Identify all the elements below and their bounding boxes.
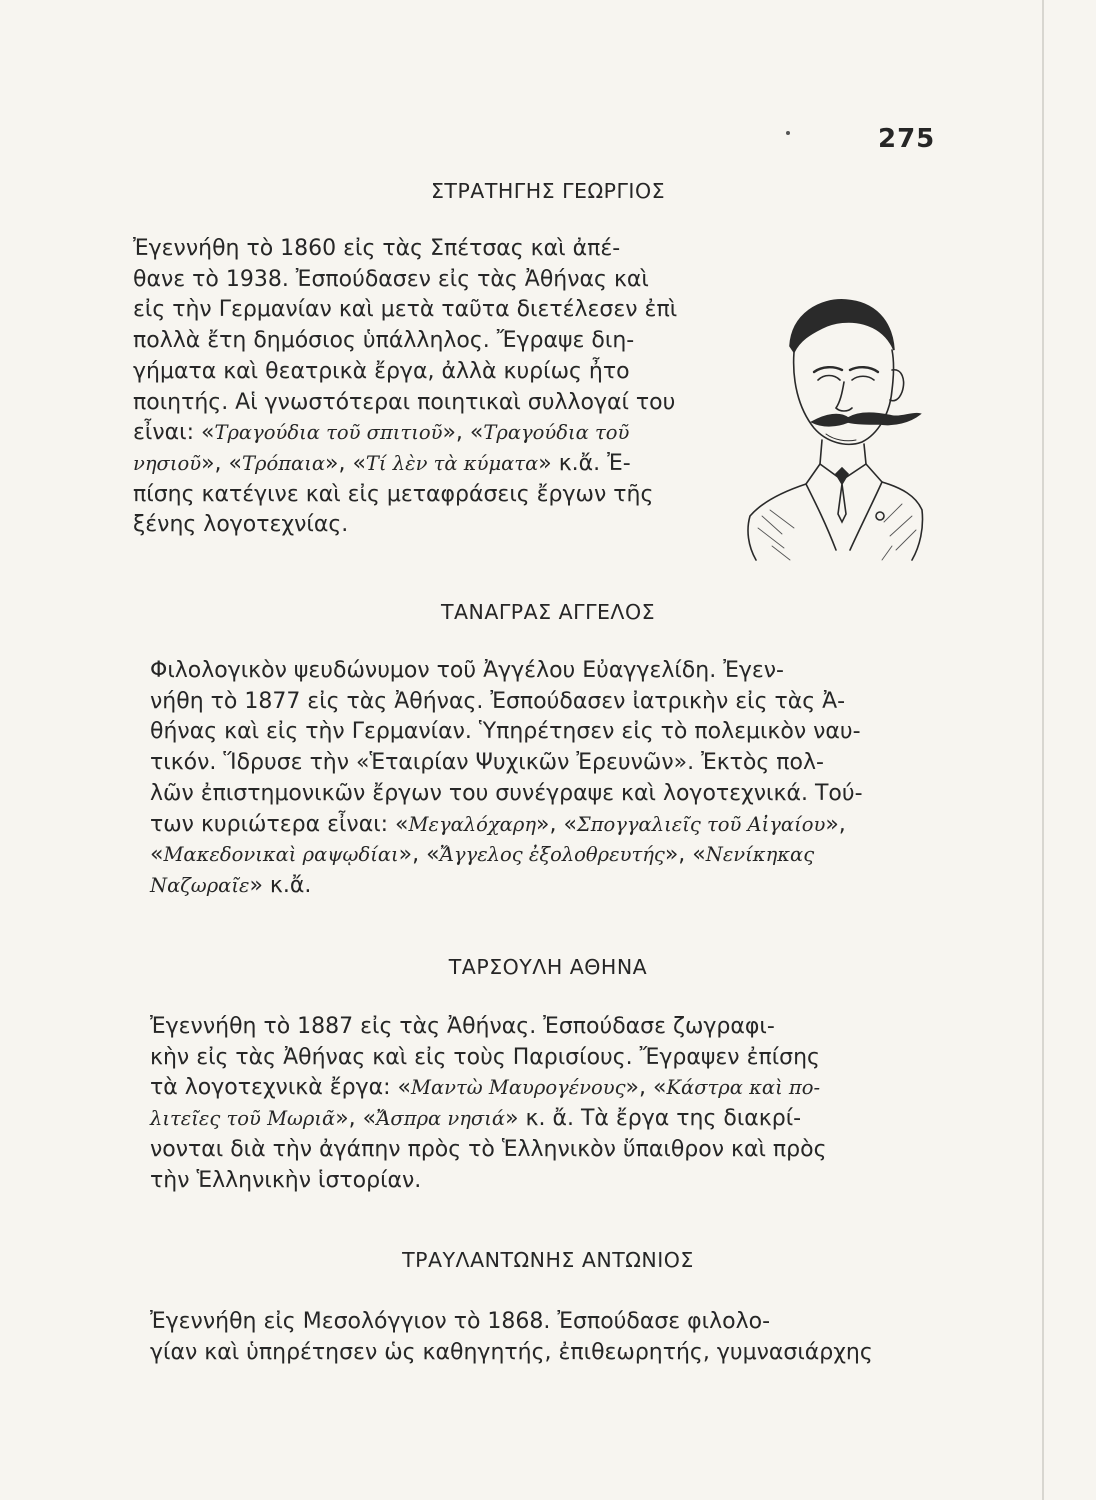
- text-run: γήματα καὶ θεατρικὰ ἔργα, ἀλλὰ κυρίως ἦτο: [133, 358, 630, 384]
- text-line: [150, 1104, 920, 1135]
- italic-title: Σπογγαλιεῖς τοῦ Αἰγαίου: [576, 812, 826, 836]
- text-run: »,: [825, 811, 846, 837]
- text-line: [150, 1043, 920, 1074]
- text-run: λῶν ἐπιστημονικῶν ἔργων του συνέγραψε καὶ λογοτεχνικά. Τού-: [150, 780, 863, 806]
- text-run: » κ.ἄ.: [249, 872, 312, 898]
- section-paragraph: [133, 234, 716, 541]
- text-line: [150, 840, 920, 871]
- text-line: [133, 388, 716, 419]
- italic-title: Τί λὲν τὰ κύματα: [365, 451, 539, 475]
- text-line: [133, 480, 716, 511]
- text-run: νήθη τὸ 1877 εἰς τὰς Ἀθήνας. Ἐσπούδασεν ἰατρικὴν εἰς τὰς Ἀ-: [150, 688, 846, 714]
- text-line: [150, 687, 920, 718]
- tie: [836, 468, 848, 484]
- text-run: Ἐγεννήθη τὸ 1860 εἰς τὰς Σπέτσας καὶ ἀπέ-: [133, 236, 621, 261]
- text-run: πολλὰ ἔτη δημόσιος ὑπάλληλος. Ἔγραψε διη-: [133, 328, 635, 354]
- text-line: [150, 779, 920, 810]
- eye-left: [818, 376, 840, 381]
- text-line: [133, 418, 716, 449]
- text-run: των κυριώτερα εἶναι: «: [150, 811, 409, 837]
- text-run: γίαν καὶ ὑπηρέτησεν ὡς καθηγητής, ἐπιθεωρητής, γυμνασιάρχης: [150, 1339, 873, 1365]
- section-heading: ΤΡΑΥΛΑΝΤΩΝΗΣ ΑΝΤΩΝΙΟΣ: [402, 1248, 694, 1272]
- text-run: τικόν. Ἵδρυσε τὴν «Ἑταιρίαν Ψυχικῶν Ἐρευνῶν». Ἐκτὸς πολ-: [150, 750, 824, 776]
- text-line: [133, 326, 716, 357]
- text-line: [150, 1012, 920, 1043]
- text-line: [133, 265, 716, 296]
- text-line: [150, 1073, 920, 1104]
- text-line: [150, 1135, 920, 1166]
- section-heading: ΤΑΝΑΓΡΑΣ ΑΓΓΕΛΟΣ: [440, 600, 656, 624]
- italic-title: Ναζωραῖε: [150, 873, 250, 897]
- italic-title: λιτεῖες τοῦ Μωριᾶ: [150, 1107, 336, 1131]
- text-line: [133, 449, 716, 480]
- text-run: τὰ λογοτεχνικὰ ἔργα: «: [150, 1075, 411, 1101]
- text-run: θανε τὸ 1938. Ἐσπούδασεν εἰς τὰς Ἀθήνας καὶ: [133, 266, 649, 292]
- text-run: Ἐγεννήθη τὸ 1887 εἰς τὰς Ἀθήνας. Ἐσπούδασε ζωγραφι-: [150, 1014, 775, 1039]
- mustache: [812, 413, 920, 426]
- text-line: [150, 748, 920, 779]
- text-run: », «: [201, 450, 242, 476]
- text-run: ξένης λογοτεχνίας.: [133, 512, 349, 538]
- italic-title: Νενίκηκας: [705, 843, 815, 867]
- text-run: », «: [625, 1075, 667, 1101]
- italic-title: Μεγαλόχαρη: [408, 812, 536, 836]
- italic-title: νησιοῦ: [133, 451, 202, 475]
- text-run: τὴν Ἑλληνικὴν ἱστορίαν.: [150, 1167, 422, 1193]
- italic-title: Τραγούδια τοῦ: [483, 421, 630, 445]
- text-line: [133, 234, 716, 265]
- text-run: ποιητής. Αἱ γνωστότεραι ποιητικαὶ συλλογαί του: [133, 389, 676, 415]
- nose: [836, 382, 852, 411]
- text-line: [133, 510, 716, 541]
- text-run: » κ. ἄ. Τὰ ἔργα της διακρί-: [505, 1106, 802, 1132]
- text-run: «: [150, 842, 164, 868]
- section-paragraph: [150, 1307, 920, 1368]
- text-run: πίσης κατέγινε καὶ εἰς μεταφράσεις ἔργων τῆς: [133, 481, 654, 507]
- text-run: νονται διὰ τὴν ἀγάπην πρὸς τὸ Ἑλληνικὸν ὕπαιθρον καὶ πρὸς: [150, 1136, 827, 1162]
- text-line: [133, 295, 716, 326]
- text-run: », «: [664, 842, 706, 868]
- italic-title: Ἄγγελος ἐξολοθρευτής: [439, 843, 665, 867]
- text-run: », «: [398, 842, 440, 868]
- text-run: », «: [536, 811, 577, 837]
- text-run: », «: [325, 450, 366, 476]
- text-line: [150, 1338, 920, 1369]
- eye-right: [852, 376, 874, 380]
- italic-title: Μακεδονικαὶ ραψῳδίαι: [163, 843, 399, 867]
- portrait-illustration: [742, 284, 924, 564]
- text-line: [150, 871, 920, 902]
- text-run: εἶναι: «: [133, 420, 215, 446]
- text-run: θήνας καὶ εἰς τὴν Γερμανίαν. Ὑπηρέτησεν εἰς τὸ πολεμικὸν ναυ-: [150, 719, 861, 745]
- text-line: [150, 656, 920, 687]
- section-heading: ΣΤΡΑΤΗΓΗΣ ΓΕΩΡΓΙΟΣ: [430, 179, 666, 203]
- italic-title: Ἄσπρα νησιά: [376, 1107, 506, 1131]
- section-paragraph: [150, 1012, 920, 1196]
- text-run: Φιλολογικὸν ψευδώνυμον τοῦ Ἀγγέλου Εὐαγγελίδη. Ἐγεν-: [150, 658, 784, 683]
- text-line: [150, 1307, 920, 1338]
- text-line: [150, 810, 920, 841]
- text-run: Ἐγεννήθη εἰς Μεσολόγγιον τὸ 1868. Ἐσπούδασε φιλολο-: [150, 1309, 771, 1334]
- text-line: [150, 717, 920, 748]
- text-line: [150, 1166, 920, 1197]
- italic-title: Τρόπαια: [242, 451, 326, 475]
- text-run: », «: [335, 1106, 377, 1132]
- hair: [790, 300, 894, 352]
- italic-title: Μαντὼ Μαυρογένους: [410, 1076, 626, 1100]
- italic-title: Τραγούδια τοῦ σπιτιοῦ: [214, 421, 443, 445]
- text-run: εἰς τὴν Γερμανίαν καὶ μετὰ ταῦτα διετέλεσεν ἐπὶ: [133, 297, 678, 323]
- text-run: », «: [442, 420, 484, 446]
- italic-title: Κάστρα καὶ πο-: [666, 1076, 821, 1100]
- page-number: 275: [878, 124, 936, 154]
- section-heading: ΤΑΡΣΟΥΛΗ ΑΘΗΝΑ: [448, 955, 648, 979]
- text-run: κὴν εἰς τὰς Ἀθήνας καὶ εἰς τοὺς Παρισίους. Ἔγραψεν ἐπίσης: [150, 1044, 820, 1070]
- section-paragraph: [150, 656, 920, 902]
- face-outline: [794, 350, 894, 444]
- text-line: [133, 357, 716, 388]
- page-edge-line: [1042, 0, 1044, 1500]
- text-run: » κ.ἄ. Ἐ-: [538, 450, 631, 476]
- print-dot: [786, 131, 790, 135]
